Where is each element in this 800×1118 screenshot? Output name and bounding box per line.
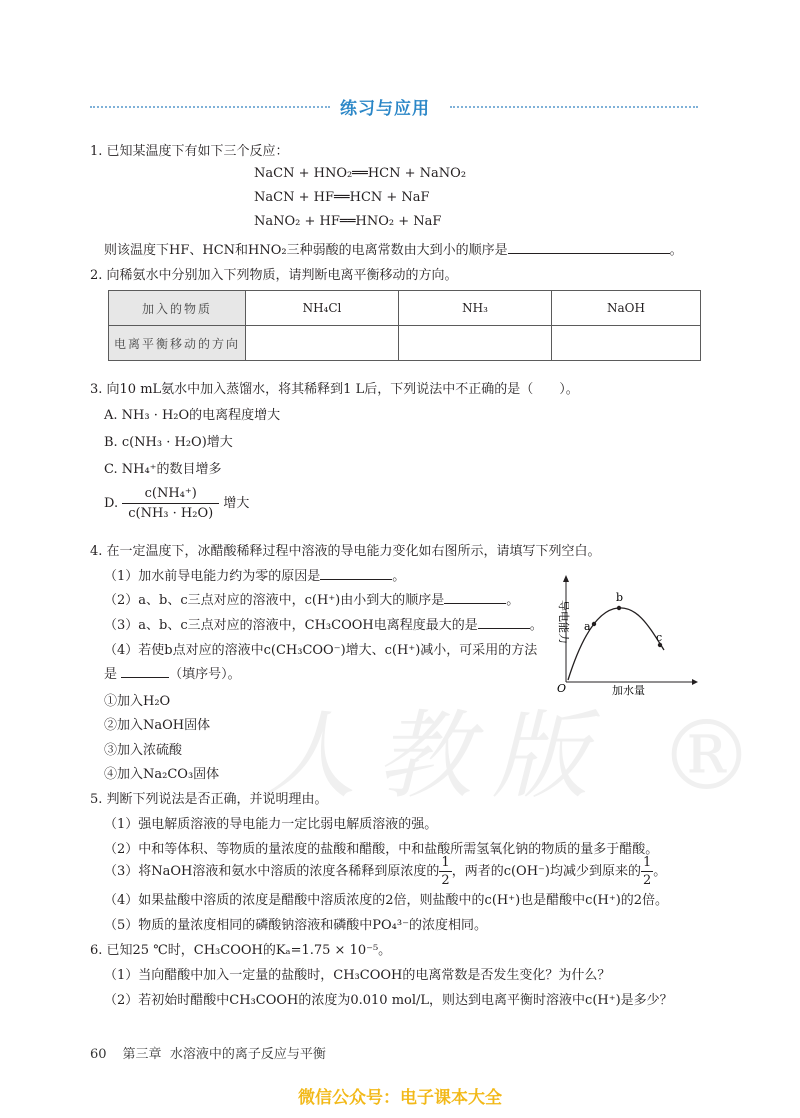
answer-blank[interactable]	[121, 665, 169, 678]
row-header-direction: 电离平衡移动的方向	[109, 326, 246, 361]
q4-p3-text: （3）a、b、c三点对应的溶液中，CH₃COOH电离程度最大的是	[104, 618, 478, 633]
q4-p2-end: 。	[506, 593, 520, 608]
q4-option-4: ④加入Na₂CO₃固体	[104, 767, 220, 782]
q3-option-b: B. c(NH₃ · H₂O)增大	[104, 435, 233, 450]
fraction-denominator: c(NH₃ · H₂O)	[128, 506, 214, 521]
q3-option-c: C. NH₄⁺的数目增多	[104, 462, 222, 477]
q1-ask-text: 则该温度下HF、HCN和HNO₂三种弱酸的电离常数由大到小的顺序是	[104, 243, 508, 258]
q3-d-tail: 增大	[223, 496, 250, 511]
page-number: 60	[90, 1047, 107, 1062]
answer-cell[interactable]	[399, 326, 552, 361]
q4-p4b-pre: 是	[104, 667, 118, 682]
answer-cell[interactable]	[552, 326, 701, 361]
fraction-numerator: 1	[642, 855, 652, 870]
y-axis-label: 导电能力	[557, 600, 570, 644]
header-rule-right	[450, 106, 698, 108]
wechat-banner: 微信公众号：电子课本大全	[298, 1088, 502, 1108]
q5-stem: 5. 判断下列说法是否正确，并说明理由。	[90, 792, 328, 807]
y-axis-arrow	[563, 575, 569, 582]
point-b	[617, 606, 621, 610]
q4-p4b-post: （填序号）。	[169, 667, 241, 682]
q6-part-1: （1）当向醋酸中加入一定量的盐酸时，CH₃COOH的电离常数是否发生变化？为什么？	[104, 968, 611, 983]
q4-part-3	[104, 614, 543, 633]
fraction-denominator: 2	[441, 873, 450, 888]
q1-stem: 1. 已知某温度下有如下三个反应：	[90, 144, 289, 159]
q5-statement-5: （5）物质的量浓度相同的磷酸钠溶液和磷酸中PO₄³⁻的浓度相同。	[104, 918, 487, 933]
q5-statement-1: （1）强电解质溶液的导电能力一定比弱电解质溶液的强。	[104, 817, 438, 832]
answer-blank[interactable]	[320, 567, 392, 580]
q4-p2-text: （2）a、b、c三点对应的溶液中，c(H⁺)由小到大的顺序是	[104, 593, 445, 608]
q4-conductivity-graph	[540, 572, 700, 696]
table-row	[109, 291, 701, 326]
fraction-numerator: 1	[441, 855, 450, 870]
q1-reaction-2: NaCN + HF══HCN + NaF	[254, 190, 430, 205]
q4-p1-end: 。	[392, 569, 406, 584]
x-axis-label: 加水量	[612, 684, 645, 696]
q4-p3-end: 。	[529, 618, 543, 633]
answer-blank[interactable]	[508, 241, 670, 254]
answer-cell[interactable]	[246, 326, 399, 361]
q5-s3-mid: ，两者的c(OH⁻)均减少到原来的	[451, 864, 641, 879]
q6-stem: 6. 已知25 ℃时，CH₃COOH的Kₐ=1.75 × 10⁻⁵。	[90, 943, 392, 958]
q1-reaction-3: NaNO₂ + HF══HNO₂ + NaF	[254, 214, 442, 229]
watermark: 人教版 ®	[260, 700, 775, 812]
q4-option-2: ②加入NaOH固体	[104, 718, 211, 733]
label-a: a	[584, 620, 591, 633]
q3-d-label: D.	[104, 496, 119, 511]
q3-option-a: A. NH₃ · H₂O的电离程度增大	[104, 408, 281, 423]
header-rule-left	[90, 106, 330, 108]
point-a	[592, 622, 596, 626]
q5-statement-3	[104, 855, 666, 888]
q4-part-1	[104, 565, 405, 584]
chapter-number: 第三章	[122, 1047, 162, 1062]
fraction-half	[641, 855, 653, 888]
q4-option-3: ③加入浓硫酸	[104, 743, 183, 758]
label-b: b	[616, 591, 624, 604]
q3-stem: 3. 向10 mL氨水中加入蒸馏水，将其稀释到1 L后，下列说法中不正确的是（ ）。	[90, 382, 579, 397]
x-axis-arrow	[692, 679, 698, 685]
q3-option-d	[104, 486, 249, 521]
q2-stem: 2. 向稀氨水中分别加入下列物质，请判断电离平衡移动的方向。	[90, 268, 458, 283]
q4-p1-text: （1）加水前导电能力约为零的原因是	[104, 569, 321, 584]
q2-table	[108, 290, 701, 361]
section-title: 练习与应用	[340, 99, 430, 119]
q5-statement-4: （4）如果盐酸中溶质的浓度是醋酸中溶质浓度的2倍，则盐酸中的c(H⁺)也是醋酸中c(H⁺)的2倍。	[104, 893, 669, 908]
fraction-denominator: 2	[642, 873, 652, 888]
q1-ask	[104, 239, 683, 258]
substance-cell: NaOH	[552, 291, 701, 326]
table-row	[109, 326, 701, 361]
substance-cell: NH₄Cl	[246, 291, 399, 326]
q4-part-4a: （4）若使b点对应的溶液中c(CH₃COO⁻)增大、c(H⁺)减小，可采用的方法	[104, 643, 538, 658]
q5-statement-2: （2）中和等体积、等物质的量浓度的盐酸和醋酸，中和盐酸所需氢氧化钠的物质的量多于醋酸。	[104, 842, 659, 857]
fraction-numerator: c(NH₄⁺)	[122, 486, 219, 504]
origin-label: O	[557, 682, 567, 695]
q4-part-4b	[104, 663, 241, 682]
row-header-substance: 加入的物质	[109, 291, 246, 326]
q1-ask-end: 。	[669, 243, 683, 258]
conductivity-curve	[568, 608, 664, 680]
answer-blank[interactable]	[444, 591, 506, 604]
substance-cell: NH₃	[399, 291, 552, 326]
q3-d-fraction	[122, 486, 219, 521]
q4-option-1: ①加入H₂O	[104, 694, 171, 709]
q1-reaction-1: NaCN + HNO₂══HCN + NaNO₂	[254, 166, 467, 181]
q6-part-2: （2）若初始时醋酸中CH₃COOH的浓度为0.010 mol/L，则达到电离平衡时溶液中c(H⁺)是多少？	[104, 993, 673, 1008]
q5-s3-pre: （3）将NaOH溶液和氨水中溶质的浓度各稀释到原浓度的	[104, 864, 440, 879]
label-c: c	[656, 631, 663, 644]
q4-stem: 4. 在一定温度下，冰醋酸稀释过程中溶液的导电能力变化如右图所示，请填写下列空白。	[90, 544, 601, 559]
q5-s3-end: 。	[653, 864, 667, 879]
answer-blank[interactable]	[478, 616, 530, 629]
page-footer	[90, 1043, 326, 1062]
chapter-title: 水溶液中的离子反应与平衡	[169, 1047, 326, 1062]
q4-part-2	[104, 589, 519, 608]
fraction-half	[439, 855, 451, 888]
